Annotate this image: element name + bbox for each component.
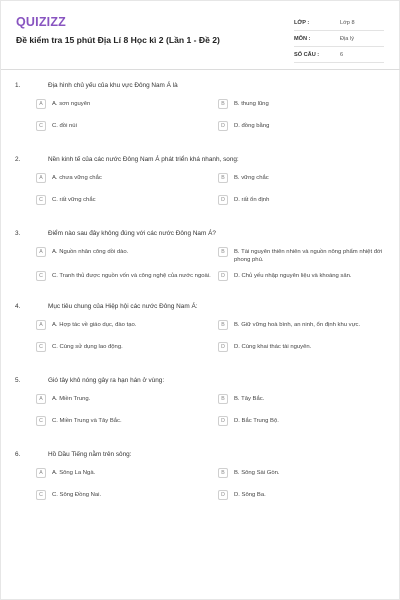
question-stem bbox=[1, 227, 400, 240]
options-grid bbox=[1, 98, 400, 136]
option-c[interactable] bbox=[36, 341, 216, 357]
options-grid bbox=[1, 467, 400, 505]
option-letter: B bbox=[218, 468, 228, 478]
option-text: B. Tài nguyên thiên nhiên và nguồn nông phẩm nhiệt đới phong phú. bbox=[234, 249, 383, 263]
option-letter: B bbox=[218, 320, 228, 330]
option-text: D. Cùng khai thác tài nguyên. bbox=[234, 344, 312, 350]
option-letter: A bbox=[36, 468, 46, 478]
option-b[interactable] bbox=[218, 393, 398, 409]
option-letter: D bbox=[218, 271, 228, 281]
option-text: A. chưa vững chắc bbox=[52, 175, 102, 181]
question-stem bbox=[1, 153, 400, 166]
option-a[interactable] bbox=[36, 172, 216, 188]
meta-value: Lớp 8 bbox=[340, 19, 355, 26]
option-a[interactable] bbox=[36, 98, 216, 114]
question-list bbox=[1, 79, 400, 505]
option-text: D. đồng bằng bbox=[234, 123, 270, 129]
option-text: D. Chủ yếu nhập nguyên liệu và khoáng sản. bbox=[234, 273, 352, 279]
option-b[interactable] bbox=[218, 246, 398, 264]
question-text: Nền kinh tế của các nước Đông Nam Á phát triển khá nhanh, song: bbox=[48, 156, 239, 163]
option-letter: B bbox=[218, 173, 228, 183]
meta-value: Địa lý bbox=[340, 35, 354, 42]
options-grid bbox=[1, 172, 400, 210]
question-stem bbox=[1, 79, 400, 92]
question-text: Mục tiêu chung của Hiệp hội các nước Đông Nam Á: bbox=[48, 303, 198, 310]
quizizz-logo: QUIZIZZ bbox=[16, 15, 67, 29]
option-text: A. sơn nguyên bbox=[52, 101, 91, 107]
question-stem bbox=[1, 374, 400, 387]
option-letter: B bbox=[218, 247, 228, 257]
option-d[interactable] bbox=[218, 120, 398, 136]
question-number: 1. bbox=[15, 82, 21, 89]
option-text: B. vững chắc bbox=[234, 175, 269, 181]
question-number: 5. bbox=[15, 377, 21, 384]
option-text: C. đồi núi bbox=[52, 123, 77, 129]
question-stem bbox=[1, 448, 400, 461]
option-text: B. Tây Bắc. bbox=[234, 396, 265, 402]
option-a[interactable] bbox=[36, 467, 216, 483]
options-grid bbox=[1, 393, 400, 431]
header-divider bbox=[1, 69, 400, 70]
meta-row-class bbox=[294, 15, 384, 31]
option-text: A. Hợp tác về giáo dục, đào tạo. bbox=[52, 322, 137, 328]
question-number: 4. bbox=[15, 303, 21, 310]
question-text: Gió tây khô nóng gây ra hạn hán ở vùng: bbox=[48, 377, 165, 384]
option-b[interactable] bbox=[218, 467, 398, 483]
question-text: Điểm nào sau đây không đúng với các nước Đông Nam Á? bbox=[48, 230, 216, 237]
option-letter: C bbox=[36, 195, 46, 205]
option-c[interactable] bbox=[36, 120, 216, 136]
question bbox=[1, 227, 400, 286]
question bbox=[1, 79, 400, 136]
meta-table bbox=[294, 15, 384, 63]
option-letter: B bbox=[218, 394, 228, 404]
meta-value: 6 bbox=[340, 51, 344, 58]
option-text: B. thung lũng bbox=[234, 101, 269, 107]
option-text: A. Nguồn nhân công dồi dào. bbox=[52, 249, 129, 255]
option-b[interactable] bbox=[218, 172, 398, 188]
option-letter: D bbox=[218, 121, 228, 131]
option-text: C. Sông Đồng Nai. bbox=[52, 492, 102, 498]
option-letter: C bbox=[36, 121, 46, 131]
option-d[interactable] bbox=[218, 270, 398, 286]
question bbox=[1, 374, 400, 431]
option-letter: C bbox=[36, 490, 46, 500]
question-number: 6. bbox=[15, 451, 21, 458]
option-a[interactable] bbox=[36, 319, 216, 335]
option-letter: C bbox=[36, 342, 46, 352]
option-text: D. rất ổn định bbox=[234, 197, 270, 203]
question bbox=[1, 448, 400, 505]
question-number: 2. bbox=[15, 156, 21, 163]
option-text: C. Cùng sử dụng lao động. bbox=[52, 344, 123, 350]
option-b[interactable] bbox=[218, 319, 398, 335]
option-d[interactable] bbox=[218, 489, 398, 505]
option-text: C. Miền Trung và Tây Bắc. bbox=[52, 418, 122, 424]
question-text: Hồ Dầu Tiếng nằm trên sông: bbox=[48, 451, 132, 458]
option-d[interactable] bbox=[218, 194, 398, 210]
option-d[interactable] bbox=[218, 341, 398, 357]
option-c[interactable] bbox=[36, 489, 216, 505]
option-text: D. Sông Ba. bbox=[234, 492, 266, 498]
option-d[interactable] bbox=[218, 415, 398, 431]
question-text: Địa hình chủ yếu của khu vực Đông Nam Á là bbox=[48, 82, 178, 89]
option-text: A. Sông La Ngà. bbox=[52, 470, 96, 476]
option-c[interactable] bbox=[36, 415, 216, 431]
option-text: C. Tranh thủ được nguồn vốn và công nghệ của nước ngoài. bbox=[52, 273, 211, 279]
option-text: A. Miền Trung. bbox=[52, 396, 91, 402]
option-c[interactable] bbox=[36, 270, 216, 286]
question bbox=[1, 300, 400, 357]
option-letter: D bbox=[218, 490, 228, 500]
option-letter: A bbox=[36, 99, 46, 109]
meta-label: MÔN : bbox=[294, 35, 311, 42]
option-c[interactable] bbox=[36, 194, 216, 210]
option-text: B. Sông Sài Gòn. bbox=[234, 470, 280, 476]
option-letter: A bbox=[36, 320, 46, 330]
option-b[interactable] bbox=[218, 98, 398, 114]
option-letter: D bbox=[218, 416, 228, 426]
question-number: 3. bbox=[15, 230, 21, 237]
option-letter: C bbox=[36, 416, 46, 426]
option-letter: A bbox=[36, 173, 46, 183]
question-stem bbox=[1, 300, 400, 313]
meta-row-count bbox=[294, 47, 384, 63]
option-letter: A bbox=[36, 247, 46, 257]
option-text: D. Bắc Trung Bộ. bbox=[234, 418, 279, 424]
option-text: C. rất vững chắc bbox=[52, 197, 96, 203]
option-a[interactable] bbox=[36, 393, 216, 409]
option-letter: C bbox=[36, 271, 46, 281]
meta-label: SỐ CÂU : bbox=[294, 51, 320, 58]
page-title: Đề kiểm tra 15 phút Địa Lí 8 Học kì 2 (Lần 1 - Đề 2) bbox=[16, 35, 220, 45]
option-letter: B bbox=[218, 99, 228, 109]
meta-label: LỚP : bbox=[294, 19, 310, 26]
meta-row-subject bbox=[294, 31, 384, 47]
option-a[interactable] bbox=[36, 246, 216, 264]
options-grid bbox=[1, 246, 400, 286]
option-letter: D bbox=[218, 195, 228, 205]
option-text: B. Giữ vững hoà bình, an ninh, ổn định khu vực. bbox=[234, 322, 361, 328]
options-grid bbox=[1, 319, 400, 357]
option-letter: D bbox=[218, 342, 228, 352]
question bbox=[1, 153, 400, 210]
option-letter: A bbox=[36, 394, 46, 404]
